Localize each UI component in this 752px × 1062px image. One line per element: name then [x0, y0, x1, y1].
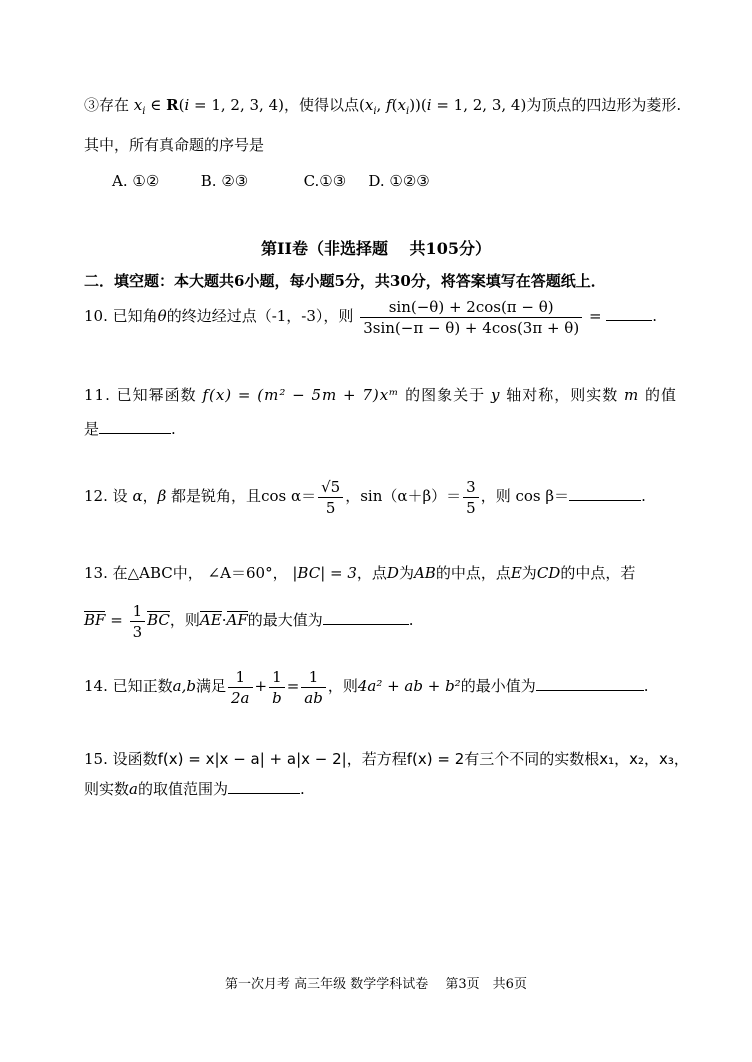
q14-f2n: 1 — [269, 667, 285, 688]
q15-text: 设函数 — [112, 750, 158, 768]
question-11-line2: 是 . — [84, 420, 176, 438]
question-15-line2: 则实数a的取值范围为 . — [84, 780, 305, 798]
q13-vec-bf: BF — [84, 611, 106, 629]
q14-f3d: ab — [304, 688, 323, 707]
q12-fraction-1 — [318, 477, 343, 518]
q14-text2: 满足 — [195, 677, 226, 695]
q13-one: 1 — [130, 601, 146, 622]
question-12: 12. 设 α，β 都是锐角，且cos α＝ $\frac{√5}{5}$ ，sin（α＋β）＝ $\frac{3}{5}$ ，则 cos β＝ . — [84, 477, 646, 517]
q9-question: 其中，所有真命题的序号是 — [84, 136, 265, 154]
q11-text4: 的值 — [645, 386, 678, 404]
q9-option-3-tail2: 为顶点的四边形为菱形. — [526, 96, 682, 114]
q13-text8: 的最大值为 — [247, 611, 323, 629]
question-10: 10. 已知角θ的终边经过点（-1，-3），则 $\frac{\sin(-\theta) + 2\cos(\pi - \theta)}{3\sin(-\pi - \theta) + 4\cos(3\pi + \theta)}$ = . — [84, 297, 658, 337]
q13-cd: CD — [536, 564, 561, 582]
question-11 — [84, 384, 677, 406]
question-15 — [84, 748, 689, 770]
q10-text2: 的终边经过点（-1，-3），则 — [166, 307, 354, 325]
q9-choice-b: B. ②③ — [200, 172, 249, 190]
q15-answer-blank — [228, 779, 300, 794]
q12-three: 3 — [463, 477, 479, 498]
q14-frac-1 — [228, 667, 253, 708]
q13-bc: |BC| = 3 — [292, 564, 357, 582]
q12-sep: ， — [142, 487, 158, 505]
q13-three: 3 — [132, 622, 143, 641]
section-title: 第II卷（非选择题 共105分） — [261, 239, 491, 258]
q10-numerator: sin(−θ) + 2cos(π − θ) — [360, 297, 582, 318]
q13-angle: ∠A＝60°， — [207, 564, 288, 582]
q12-alpha: α — [132, 487, 143, 505]
q15-line2a: 则实数 — [84, 780, 130, 798]
q10-answer-blank — [606, 306, 652, 321]
q12-five: 5 — [325, 498, 336, 517]
section-instructions-text: 二．填空题：本大题共6小题，每小题5分，共30分，将答案填写在答题纸上． — [84, 272, 606, 290]
q13-text4: 的中点，点 — [435, 564, 511, 582]
q12-sqrt5: √5 — [318, 477, 343, 498]
q13-vec-ae: AE — [199, 611, 222, 629]
q10-fraction — [360, 297, 582, 338]
question-14: 14. 已知正数a,b满足 $\frac{1}{2a}$ + $\frac{1}{b}$ = $\frac{1}{ab}$ ，则4a² + ab + b²的最小值为 . — [84, 667, 649, 707]
q14-f1d: 2a — [231, 688, 250, 707]
q13-text2: ，点 — [356, 564, 387, 582]
q12-answer-blank — [569, 486, 641, 501]
q14-text3: ，则 — [327, 677, 358, 695]
q11-var-m: m — [624, 386, 640, 404]
q13-fraction — [130, 601, 146, 642]
q11-text2: 的图象关于 — [405, 386, 486, 404]
q14-f2d: b — [272, 688, 282, 707]
q14-text: 已知正数 — [112, 677, 173, 695]
q15-number: 15. — [84, 750, 108, 768]
q13-number: 13. — [84, 564, 108, 582]
q14-text4: 的最小值为 — [460, 677, 536, 695]
section-instructions — [84, 270, 606, 292]
q12-text3: ，sin（α＋β）＝ — [345, 487, 462, 505]
q11-answer-blank — [99, 419, 171, 434]
q9-option-3-marker: ③存在 — [84, 96, 130, 114]
q9-option-3: ③存在 $x_i$ ∈ R(i = 1, 2, 3, 4)，使得以点($x_i$, $f(x_i))(i = 1$, 2, 3, 4)为顶点的四边形为菱形. — [84, 96, 682, 117]
q12-beta: β — [157, 487, 167, 505]
page-footer: 第一次月考 高三年级 数学学科试卷 第3页 共6页 — [225, 977, 527, 992]
q14-f3n: 1 — [301, 667, 326, 688]
q9-option-3-tail: ，使得以点 — [284, 96, 360, 114]
q15-formula: f(x) = x|x − a| + a|x − 2| — [157, 750, 347, 768]
q13-text6: 的中点，若 — [560, 564, 636, 582]
q11-var-y: y — [490, 386, 501, 404]
q13-text3: 为 — [398, 564, 414, 582]
q12-number: 12. — [84, 487, 108, 505]
q9-choice-c: C.①③ — [303, 172, 347, 190]
q14-frac-2 — [269, 667, 285, 708]
q15-roots: x₁，x₂，x₃， — [599, 750, 689, 768]
q15-formula2: f(x) = 2 — [406, 750, 465, 768]
q12-five2: 5 — [466, 498, 476, 517]
q14-plus: + — [254, 677, 268, 695]
q10-text: 已知角 — [112, 307, 158, 325]
q12-cos-alpha: cos α＝ — [261, 487, 317, 505]
q13-ab: AB — [413, 564, 436, 582]
q10-number: 10. — [84, 307, 108, 325]
q14-frac-3 — [301, 667, 326, 708]
q13-dot: · — [221, 611, 227, 629]
q13-vec-af: AF — [226, 611, 248, 629]
q11-formula: f(x) = (m² − 5m + 7)xᵐ — [202, 386, 400, 404]
q14-number: 14. — [84, 677, 108, 695]
q13-vec-bc: BC — [147, 611, 170, 629]
q11-text3: 轴对称，则实数 — [506, 386, 619, 404]
q14-answer-blank — [536, 676, 644, 691]
q13-text5: 为 — [521, 564, 537, 582]
q9-choices — [112, 170, 430, 192]
q14-eq: = — [286, 677, 300, 695]
question-13 — [84, 562, 635, 584]
q11-number: 11. — [84, 386, 111, 404]
q13-text: 在△ABC中， — [112, 564, 203, 582]
q12-text: 设 — [112, 487, 128, 505]
q15-line2b: 的取值范围为 — [137, 780, 228, 798]
q13-d: D — [386, 564, 399, 582]
q13-e: E — [510, 564, 522, 582]
q14-expr: 4a² + ab + b² — [357, 677, 461, 695]
q10-denominator: 3sin(−π − θ) + 4cos(3π + θ) — [363, 318, 580, 337]
q12-fraction-2 — [463, 477, 479, 518]
q13-eq: = — [110, 611, 123, 629]
q14-ab: a,b — [172, 677, 196, 695]
q13-answer-blank — [323, 610, 409, 625]
q15-text2: ，若方程 — [346, 750, 407, 768]
q13-text7: ，则 — [169, 611, 200, 629]
q11-line2: 是 — [84, 420, 100, 438]
q15-var-a: a — [129, 780, 138, 798]
q12-text4: ，则 cos β＝ — [480, 487, 570, 505]
q9-choice-a: A. ①② — [112, 172, 160, 190]
q14-f1n: 1 — [228, 667, 253, 688]
q9-choice-d: D. ①②③ — [368, 172, 430, 190]
question-13-line2: BF = $\frac{1}{3}$ BC，则AE·AF的最大值为 . — [84, 601, 414, 641]
q12-text2: 都是锐角，且 — [171, 487, 262, 505]
q15-text3: 有三个不同的实数根 — [464, 750, 600, 768]
q11-text: 已知幂函数 — [116, 386, 197, 404]
